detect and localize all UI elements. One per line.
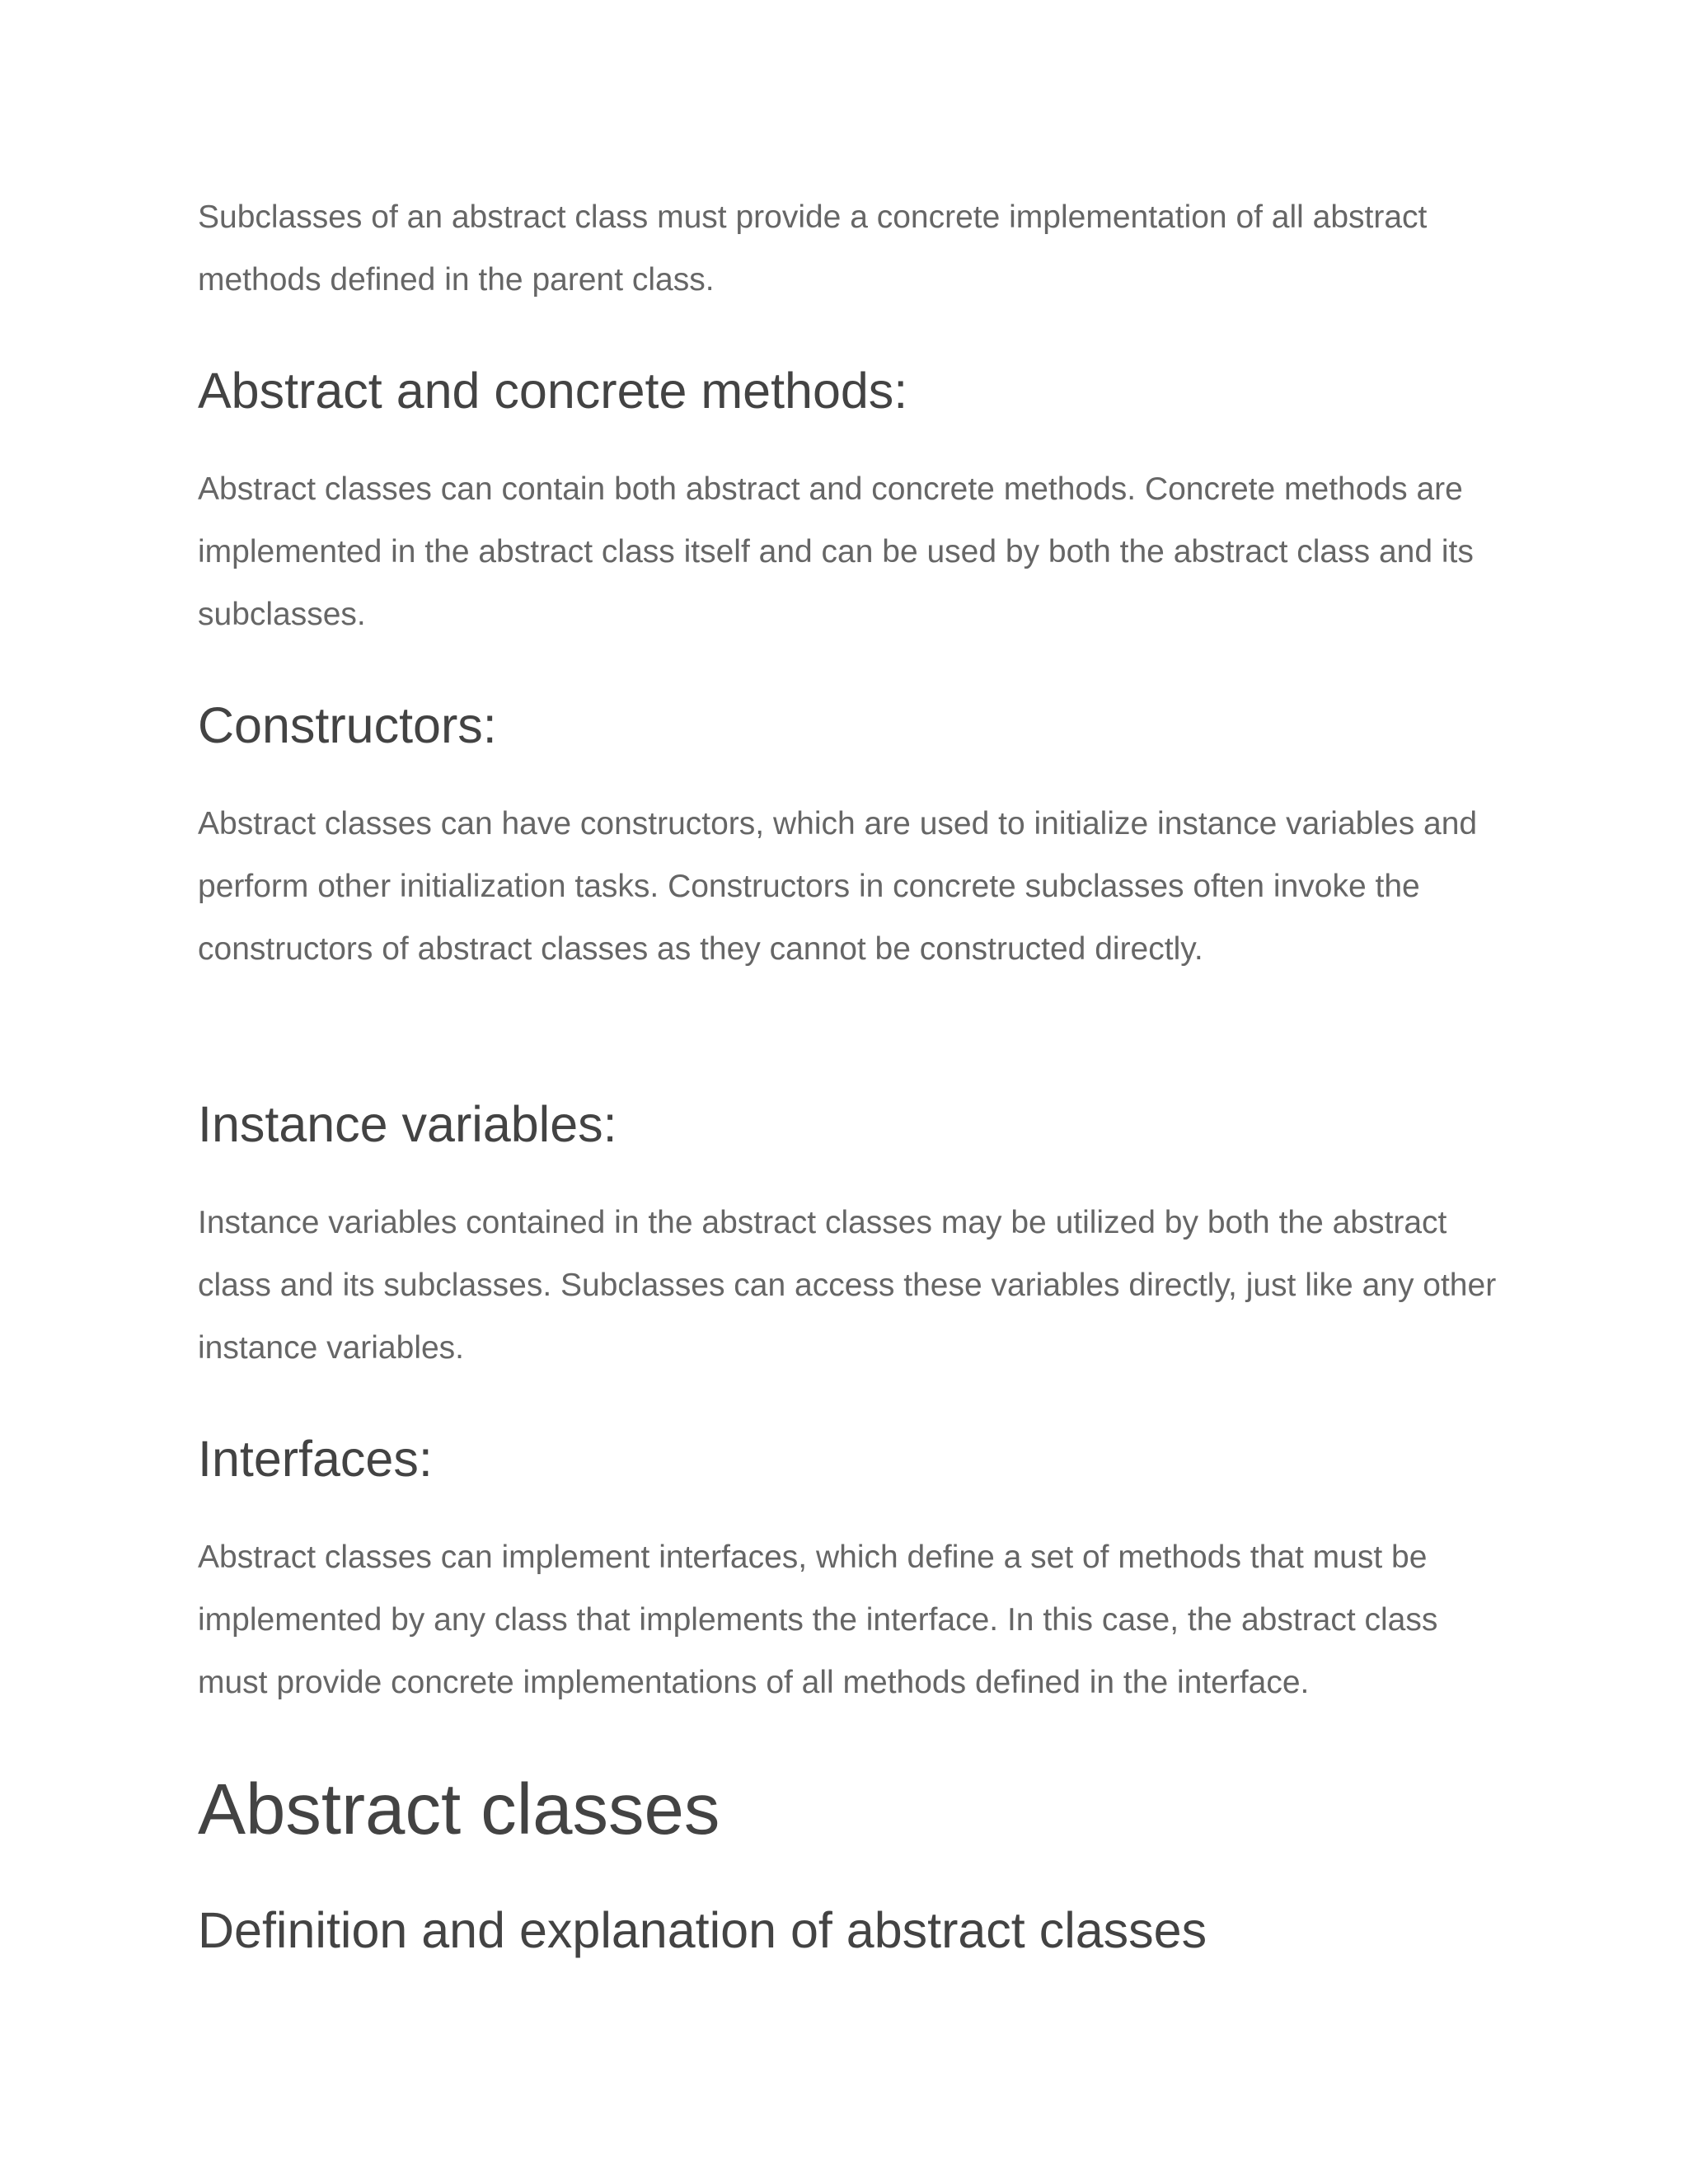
section-heading-abstract-concrete-methods: Abstract and concrete methods: bbox=[198, 363, 908, 419]
sub-heading-block bbox=[198, 1899, 1500, 1961]
section-paragraph-constructors: Abstract classes can have constructors, which are used to initialize instance variables and perform other initialization tasks. Constructors in concrete subclasses often invoke the constructors of abstract classes as they cannot be constructed directly. bbox=[198, 806, 1478, 967]
section-interfaces bbox=[198, 1427, 1500, 1490]
intro-block bbox=[198, 186, 1500, 312]
section-constructors bbox=[198, 694, 1500, 757]
section-constructors-body bbox=[198, 793, 1500, 981]
section-heading-instance-variables: Instance variables: bbox=[198, 1096, 617, 1152]
section-abstract-concrete-methods bbox=[198, 359, 1500, 422]
section-paragraph-instance-variables: Instance variables contained in the abstract classes may be utilized by both the abstract class and its subclasses. Subclasses can access these variables directly, just like any other instance variables. bbox=[198, 1205, 1497, 1366]
main-heading: Abstract classes bbox=[198, 1769, 720, 1849]
section-instance-variables bbox=[198, 1093, 1500, 1155]
sub-heading: Definition and explanation of abstract classes bbox=[198, 1902, 1207, 1958]
section-abstract-concrete-methods-body bbox=[198, 458, 1500, 646]
main-heading-block bbox=[198, 1769, 1500, 1851]
section-paragraph-interfaces: Abstract classes can implement interfaces, which define a set of methods that must be implemented by any class that implements the interface. In this case, the abstract class must provide concrete implementations of all methods defined in the interface. bbox=[198, 1540, 1438, 1700]
section-paragraph-abstract-concrete-methods: Abstract classes can contain both abstract and concrete methods. Concrete methods are implemented in the abstract class itself and can be used by both the abstract class and its subclasses. bbox=[198, 471, 1474, 632]
section-heading-interfaces: Interfaces: bbox=[198, 1431, 433, 1487]
section-heading-constructors: Constructors: bbox=[198, 697, 497, 753]
intro-paragraph: Subclasses of an abstract class must provide a concrete implementation of all abstract methods defined in the parent class. bbox=[198, 199, 1428, 298]
section-instance-variables-body bbox=[198, 1192, 1500, 1380]
section-interfaces-body bbox=[198, 1526, 1500, 1714]
